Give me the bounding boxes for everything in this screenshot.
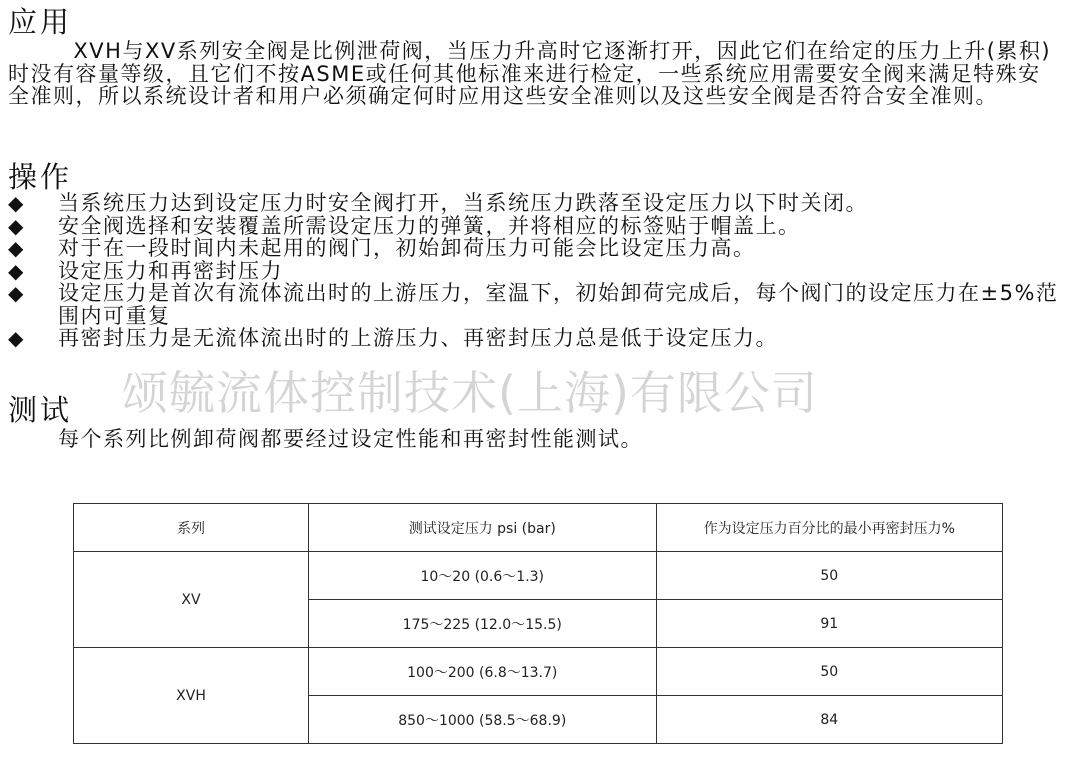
series-cell: XV <box>74 552 309 648</box>
header-series: 系列 <box>74 504 309 552</box>
bullet-item <box>8 215 1060 238</box>
reseal-percent-cell: 84 <box>656 696 1002 744</box>
table-row <box>74 552 1003 600</box>
bullet-item <box>8 237 1060 260</box>
diamond-bullet-icon: ◆ <box>8 281 25 305</box>
reseal-percent-cell: 50 <box>656 552 1002 600</box>
pressure-spec-table <box>73 503 1003 744</box>
header-test-set-pressure: 测试设定压力 psi (bar) <box>309 504 657 552</box>
bullet-item <box>8 327 1060 350</box>
bullet-text: 再密封压力是无流体流出时的上游压力、再密封压力总是低于设定压力。 <box>58 326 778 350</box>
pressure-range-cell: 100～200 (6.8～13.7) <box>309 648 657 696</box>
operation-bullet-list <box>8 192 1060 350</box>
bullet-item <box>8 282 1060 327</box>
diamond-bullet-icon: ◆ <box>8 326 25 350</box>
diamond-bullet-icon: ◆ <box>8 191 25 215</box>
pressure-range-cell: 10～20 (0.6～1.3) <box>309 552 657 600</box>
application-paragraph: XVH与XV系列安全阀是比例泄荷阀，当压力升高时它逐渐打开，因此它们在给定的压力上升(累积)时没有容量等级，且它们不按ASME或任何其他标准来进行检定，一些系统应用需要安全阀来满足特殊安全准则，所以系统设计者和用户必须确定何时应用这些安全准则以及这些安全阀是否符合安全准则。 <box>8 39 1052 108</box>
bullet-text: 设定压力和再密封压力 <box>58 258 283 283</box>
section-heading-application: 应用 <box>8 5 73 39</box>
diamond-bullet-icon: ◆ <box>8 258 25 283</box>
pressure-range-cell: 175～225 (12.0～15.5) <box>309 600 657 648</box>
test-paragraph: 每个系列比例卸荷阀都要经过设定性能和再密封性能测试。 <box>58 427 643 451</box>
bullet-item <box>8 260 1060 283</box>
diamond-bullet-icon: ◆ <box>8 236 25 260</box>
reseal-percent-cell: 50 <box>656 648 1002 696</box>
section-heading-operation: 操作 <box>8 160 73 194</box>
company-watermark: 颂毓流体控制技术(上海)有限公司 <box>122 366 818 420</box>
header-min-reseal-percent: 作为设定压力百分比的最小再密封压力% <box>656 504 1002 552</box>
table-header-row <box>74 504 1003 552</box>
bullet-text: 设定压力是首次有流体流出时的上游压力，室温下，初始卸荷完成后，每个阀门的设定压力在±5%范围内可重复 <box>58 281 1059 328</box>
series-cell: XVH <box>74 648 309 744</box>
table-row <box>74 648 1003 696</box>
bullet-text: 对于在一段时间内未起用的阀门，初始卸荷压力可能会比设定压力高。 <box>58 236 756 260</box>
bullet-text: 安全阀选择和安装覆盖所需设定压力的弹簧，并将相应的标签贴于帽盖上。 <box>58 213 801 238</box>
bullet-text: 当系统压力达到设定压力时安全阀打开，当系统压力跌落至设定压力以下时关闭。 <box>58 191 868 215</box>
section-heading-test: 测试 <box>8 393 73 427</box>
pressure-range-cell: 850～1000 (58.5～68.9) <box>309 696 657 744</box>
diamond-bullet-icon: ◆ <box>8 213 25 238</box>
reseal-percent-cell: 91 <box>656 600 1002 648</box>
bullet-item <box>8 192 1060 215</box>
